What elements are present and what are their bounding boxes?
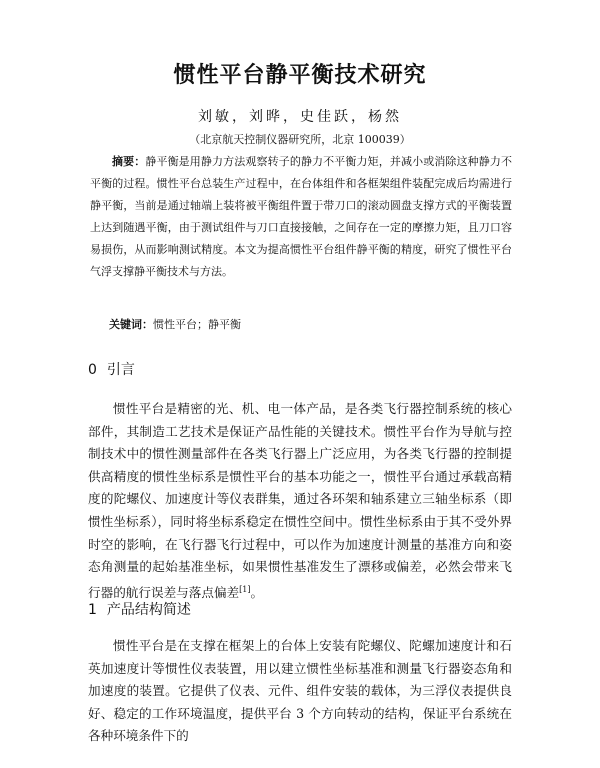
author-list: 刘敏，刘晔，史佳跃，杨然 xyxy=(198,109,402,125)
keywords-text: 惯性平台；静平衡 xyxy=(153,318,241,331)
section-number: 0 xyxy=(88,362,97,378)
abstract xyxy=(90,151,512,283)
section-heading-structure xyxy=(88,599,508,619)
introduction-paragraph xyxy=(88,398,512,605)
section-number: 1 xyxy=(88,602,97,618)
author-affiliation: （北京航天控制仪器研究所，北京 100039） xyxy=(189,133,411,146)
citation-ref: [1] xyxy=(239,584,251,594)
keywords xyxy=(109,316,509,332)
paragraph-text: 惯性平台是在支撑在框架上的台体上安装有陀螺仪、陀螺加速度计和石英加速度计等惯性仪表装置，用以建立惯性坐标基准和测量飞行器姿态角和加速度的装置。它提供了仪表、元件、组件安装的载体，为三浮仪表提供良好、稳定的工作环境温度，提供平台 3 个方向转动的结构，保证平台系统在各种环境条件下的 xyxy=(88,638,512,744)
abstract-label: 摘要： xyxy=(112,155,146,168)
paper-title: 惯性平台静平衡技术研究 xyxy=(173,63,427,88)
abstract-text: 静平衡是用静力方法观察转子的静力不平衡力矩，并减小或消除这种静力不平衡的过程。惯性平台总装生产过程中，在台体组件和各框架组件装配完成后均需进行静平衡，当前是通过轴端上装将被平衡组件置于带刀口的滚动圆盘支撑方式的平衡装置上达到随遇平衡，由于测试组件与刀口直接接触，之间存在一定的摩擦力矩，且刀口容易损伤，从而影响测试精度。本文为提高惯性平台组件静平衡的精度，研究了惯性平台气浮支撑静平衡技术与方法。 xyxy=(90,155,512,278)
paragraph-text: 惯性平台是精密的光、机、电一体产品，是各类飞行器控制系统的核心部件，其制造工艺技术是保证产品性能的关键技术。惯性平台作为导航与控制技术中的惯性测量部件在各类飞行器上广泛应用，为各类飞行器的控制提供高精度的惯性坐标系是惯性平台的基本功能之一，惯性平台通过承载高精度的陀螺仪、加速度计等仪表群集，通过各环架和轴系建立三轴坐标系（即惯性坐标系），同时将坐标系稳定在惯性空间中。惯性坐标系由于其不受外界时空的影响，在飞行器飞行过程中，可以作为加速度计测量的基准方向和姿态角测量的起始基准坐标，如果惯性基准发生了漂移或偏差，必然会带来飞行器的航行误差与落点偏差 xyxy=(88,401,512,600)
structure-paragraph xyxy=(88,635,512,748)
keywords-label: 关键词： xyxy=(109,318,153,331)
paragraph-tail: 。 xyxy=(250,584,264,600)
section-heading-introduction xyxy=(88,359,508,379)
section-title: 产品结构简述 xyxy=(106,602,191,618)
section-title: 引言 xyxy=(106,362,135,378)
